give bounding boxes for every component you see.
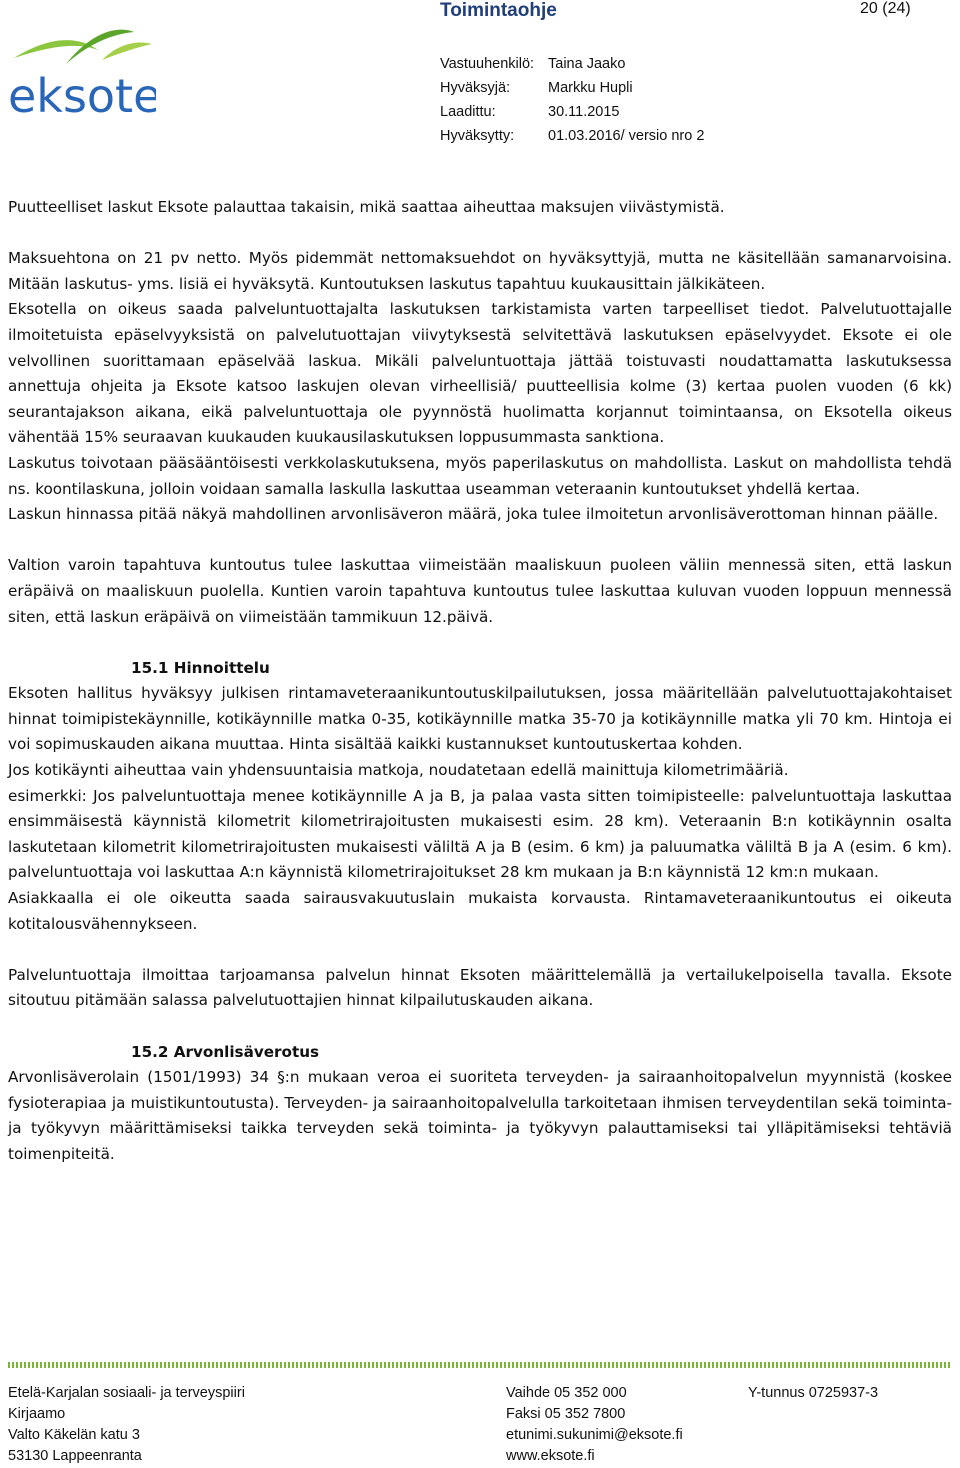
meta-value: Markku Hupli	[548, 80, 633, 96]
footer-contact	[506, 1383, 683, 1467]
section-heading-hinnoittelu: 15.1 Hinnoittelu	[131, 658, 270, 677]
meta-row	[440, 124, 704, 148]
footer-line: Etelä-Karjalan sosiaali- ja terveyspiiri	[8, 1385, 245, 1401]
meta-value: 30.11.2015	[548, 104, 620, 120]
eksote-logo	[6, 20, 156, 120]
footer-line: Vaihde 05 352 000	[506, 1385, 627, 1401]
footer-line: Valto Käkelän katu 3	[8, 1427, 140, 1443]
paragraph: Eksoten hallitus hyväksyy julkisen rintamaveteraanikuntoutuskilpailutuksen, jossa määritellään palvelutuottajakohtaiset hinnat toimipistekäynnille, kotikäynnille matka 0-35, kotikäynnille matka 35-70 ja kotikäynnille matka yli 70 km. Hintoja ei voi sopimuskauden aikana muuttaa. Hinta sisältää kaikki kustannukset kuntoutuskertaa kohden.	[8, 684, 952, 754]
page-number: 20 (24)	[860, 0, 911, 17]
paragraph: Arvonlisäverolain (1501/1993) 34 §:n mukaan veroa ei suoriteta terveyden- ja sairaanhoitopalvelun myynnistä (koskee fysioterapiaa ja muistikuntoutusta). Terveyden- ja sairaanhoitopalvelulla tarkoitetaan ihmisen terveydentilan sekä toiminta- ja työkyvyn määrittämiseksi taikka terveyden sekä toiminta- ja työkyvyn palauttamiseksi tai ylläpitämiseksi tehtäviä toimenpiteitä.	[8, 1068, 952, 1163]
footer-line: Kirjaamo	[8, 1406, 66, 1422]
logo-text: eksote	[8, 69, 156, 120]
footer-website-link[interactable]: www.eksote.fi	[506, 1448, 595, 1464]
meta-value: 01.03.2016/ versio nro 2	[548, 128, 705, 144]
meta-label: Laadittu:	[440, 104, 496, 120]
meta-value: Taina Jaako	[548, 56, 626, 72]
meta-row	[440, 76, 704, 100]
meta-label: Vastuuhenkilö:	[440, 56, 535, 72]
footer-divider	[8, 1362, 952, 1368]
paragraph: Palveluntuottaja ilmoittaa tarjoamansa palvelun hinnat Eksoten määrittelemällä ja vertailukelpoisella tavalla. Eksote sitoutuu pitämään salassa palvelutuottajien hinnat kilpailutuskauden aikana.	[8, 965, 952, 1010]
paragraph: Laskun hinnassa pitää näkyä mahdollinen arvonlisäveron määrä, joka tulee ilmoitetun arvonlisäverottoman hinnan päälle.	[8, 505, 939, 524]
footer-line: Y-tunnus 0725937-3	[748, 1385, 879, 1401]
meta-row	[440, 52, 704, 76]
paragraph: esimerkki: Jos palveluntuottaja menee kotikäynnille A ja B, ja palaa vasta sitten toimipisteelle: palveluntuottaja laskuttaa ensimmäisestä käynnistä kilometrit kilometrirajoitusten mukaisesti esim. 28 km). Veteraanin B:n kotikäynnin osalta laskutetaan kilometrit kilometrirajoitusten mukaisesti väliltä A ja B (esim. 6 km) ja paluumatka väliltä B ja A (esim. 6 km). palveluntuottaja voi laskuttaa A:n käynnistä kilometrirajoitukset 28 km mukaan ja B:n käynnistä 12 km:n mukaan.	[8, 786, 952, 882]
document-body	[8, 195, 952, 1168]
meta-row	[440, 100, 704, 124]
footer-address	[8, 1383, 245, 1467]
meta-label: Hyväksyjä:	[440, 80, 511, 96]
paragraph: Jos kotikäynti aiheuttaa vain yhdensuuntaisia matkoja, noudatetaan edellä mainittuja kilometrimääriä.	[8, 761, 789, 780]
paragraph: Eksotella on oikeus saada palveluntuottajalta laskutuksen tarkistamista varten tarpeelliset tiedot. Palvelutuottajalle ilmoitetuista epäselvyyksistä on palvelutuottajan viivytyksestä selvitettävä laskutuksen epäselvyydet. Eksote ei ole velvollinen suorittamaan epäselvää laskua. Mikäli palveluntuottaja jättää toistuvasti noudattamatta laskutuksessa annettuja ohjeita ja Eksote katsoo laskujen olevan virheellisiä/ puutteellisia kolme (3) kertaa puolen vuoden (6 kk) seurantajakson aikana, eikä palveluntuottaja ole pyynnöstä huolimatta korjannut toimintaansa, on Eksotella oikeus vähentää 15% seuraavan kuukauden kuukausilaskutuksen loppusummasta sanktiona.	[8, 300, 952, 447]
footer-email[interactable]: etunimi.sukunimi@eksote.fi	[506, 1427, 683, 1443]
meta-label: Hyväksytty:	[440, 128, 515, 144]
paragraph: Asiakkaalla ei ole oikeutta saada sairausvakuutuslain mukaista korvausta. Rintamaveteraanikuntoutus ei oikeuta kotitalousvähennykseen.	[8, 889, 952, 933]
paragraph: Puutteelliset laskut Eksote palauttaa takaisin, mikä saattaa aiheuttaa maksujen viivästymistä.	[8, 198, 725, 216]
paragraph: Maksuehtona on 21 pv netto. Myös pidemmät nettomaksuehdot on hyväksyttyjä, mutta ne käsitellään samanarvoisina. Mitään laskutus- yms. lisiä ei hyväksytä. Kuntoutuksen laskutus tapahtuu kuukausittain jälkikäteen.	[8, 249, 952, 293]
document-type: Toimintaohje	[440, 0, 557, 21]
paragraph: Laskutus toivotaan pääsääntöisesti verkkolaskutuksena, myös paperilaskutus on mahdollista. Laskut on mahdollista tehdä ns. koontilaskuna, jolloin voidaan samalla laskulla laskuttaa useamman veteraanin kuntoutukset yhdellä kertaa.	[8, 453, 952, 498]
footer-line: 53130 Lappeenranta	[8, 1448, 142, 1464]
footer-business-id	[748, 1383, 878, 1404]
footer-line: Faksi 05 352 7800	[506, 1406, 626, 1422]
document-meta	[440, 52, 704, 148]
paragraph: Valtion varoin tapahtuva kuntoutus tulee laskuttaa viimeistään maaliskuun puoleen väliin mennessä siten, että laskun eräpäivä on maaliskuun puolella. Kuntien varoin tapahtuva kuntoutus tulee laskuttaa kuluvan vuoden loppuun mennessä siten, että laskun eräpäivä on viimeistään tammikuun 12.päivä.	[8, 556, 952, 626]
section-heading-arvonlisaverotus: 15.2 Arvonlisäverotus	[131, 1042, 320, 1061]
